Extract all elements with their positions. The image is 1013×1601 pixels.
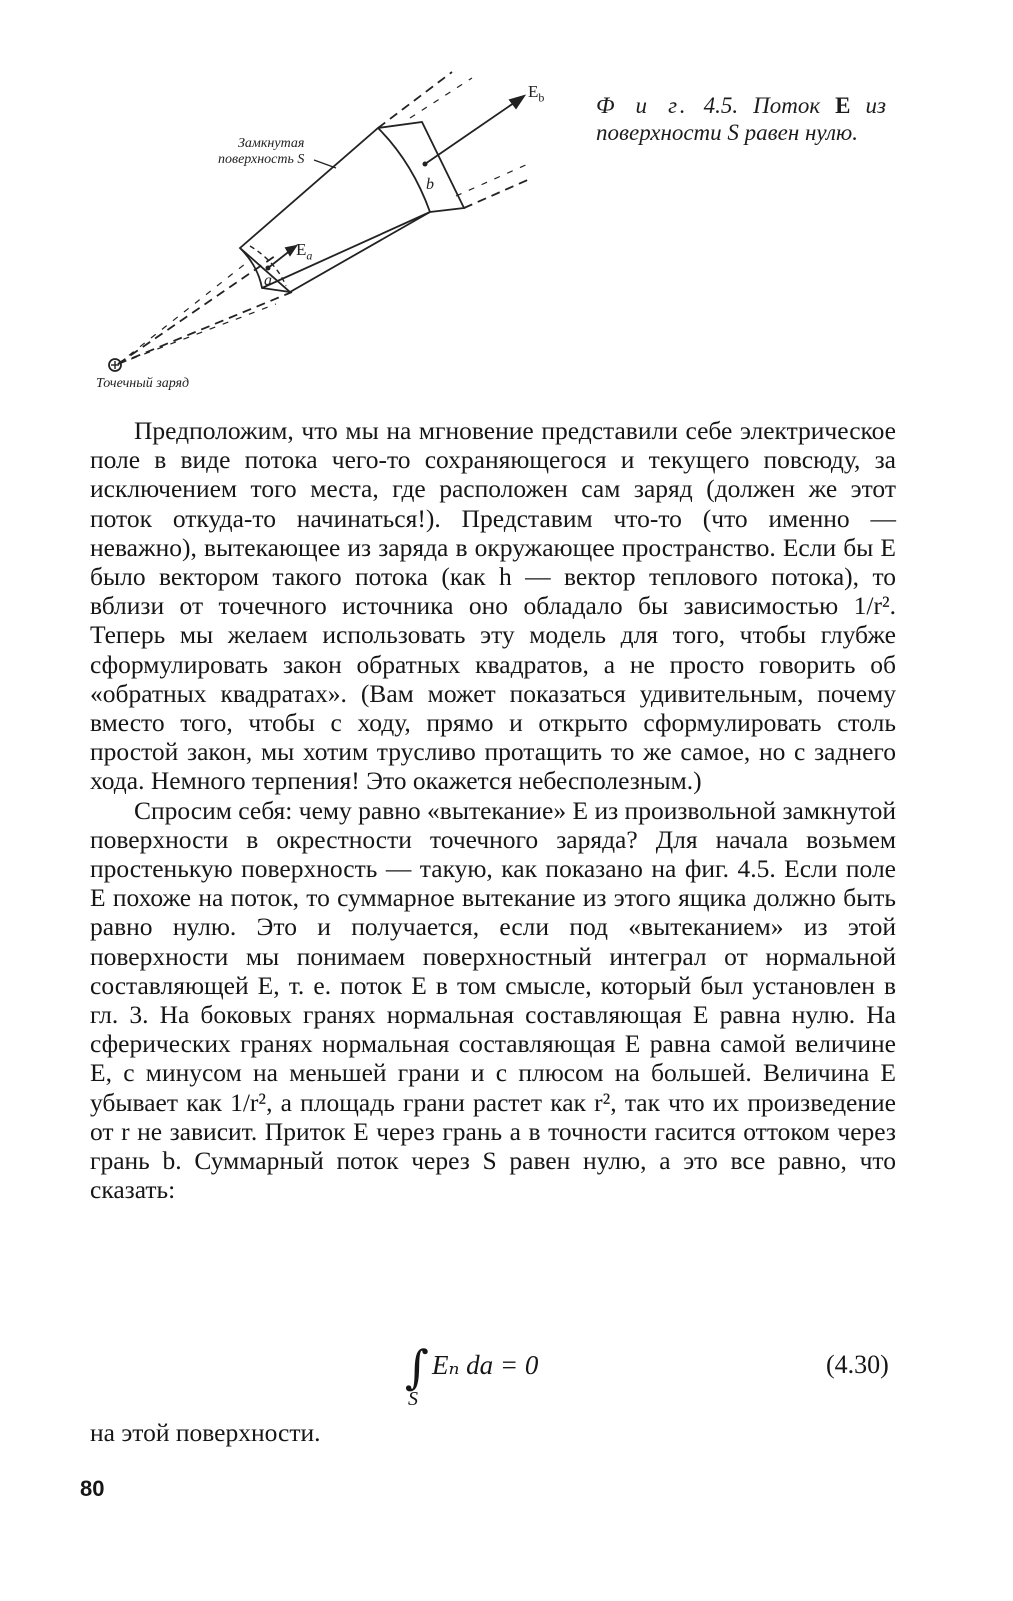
ray-beyond-lower-2	[456, 164, 528, 196]
page-number: 80	[80, 1476, 105, 1501]
main-text	[90, 416, 896, 1204]
face-b-label: b	[426, 176, 434, 193]
ea-label: $E_a$	[296, 240, 313, 263]
paragraph-2: Спросим себя: чему равно «вытекание» E из произвольной замкнутой поверхности в окрестности точечного заряда? Для начала возьмем простенькую поверхность — такую, как показано на фиг. 4.5. Если поле E похоже на поток, то суммарное вытекание из этого ящика должно быть равно нулю. Это и получается, если под «вытеканием» из этой поверхности мы понимаем поверхностный интеграл от нормальной составляющей E, т. е. поток E в том смысле, который был установлен в гл. 3. На боковых гранях нормальная составляющая E равна нулю. На сферических гранях нормальная составляющая E равна самой величине E, с минусом на меньшей грани и с плюсом на большей. Величина E убывает как 1/r², а площадь грани растет как r², так что их произведение от r не зависит. Приток E через грань a в точности гасится оттоком через грань b. Суммарный поток через S равен нулю, а это все равно, что сказать:	[90, 795, 896, 1205]
ray-lower-outer	[118, 304, 276, 364]
figure-caption	[596, 92, 886, 146]
ray-beyond-upper	[378, 72, 452, 128]
equation-4-30	[0, 1338, 1013, 1410]
paragraph-1: Предположим, что мы на мгновение представили себе электрическое поле в виде потока чего-то сохраняющегося и текущего повсюду, за исключением того места, где расположен сам заряд (должен же этот поток откуда-то начинаться!). Представим что-то (что именно — неважно), вытекающее из заряда в окружающее пространство. Если бы E было вектором такого потока (как h — вектор теплового потока), то вблизи от точечного источника оно обладало бы зависимостью 1/r². Теперь мы желаем использовать эту модель для того, чтобы глубже сформулировать закон обратных квадратов, а не просто говорить об «обратных квадратах». (Вам может показаться удивительным, почему вместо того, чтобы с ходу, прямо и открыто сформулировать столь простой закон, мы хотим трусливо протащить то же самое, но с заднего хода. Немного терпения! Это окажется небесполезным.)	[90, 416, 896, 796]
face-a-label: a	[264, 272, 272, 289]
eb-label: $E_b$	[528, 82, 545, 105]
ray-beyond-upper-2	[410, 78, 472, 118]
eb-arrow-line	[425, 96, 524, 164]
integral-body: Eₙ da = 0	[432, 1350, 539, 1380]
surface-leader-line	[314, 160, 336, 168]
caption-symbol-e: E	[835, 93, 851, 118]
flux-diagram	[100, 60, 580, 405]
point-charge-label: Точечный заряд	[96, 376, 190, 391]
figure-4-5	[96, 60, 580, 405]
ray-lower-inner	[118, 292, 292, 364]
surface-b-front-edge	[378, 128, 430, 212]
integral-sign: ∫	[405, 1340, 429, 1394]
integral-subscript: S	[408, 1388, 418, 1410]
caption-number: 4.5.	[703, 93, 739, 118]
surface-label	[218, 136, 304, 168]
ray-upper-outer	[118, 260, 250, 364]
caption-prefix: Ф и г.	[596, 93, 689, 118]
ray-upper-inner	[118, 254, 278, 364]
eb-arrow-head	[510, 96, 524, 108]
caption-text-2: из поверхности	[596, 93, 887, 145]
ray-beyond-lower	[464, 178, 532, 208]
after-equation-text: на этой поверхности.	[90, 1418, 321, 1447]
caption-text-3: равен нулю.	[744, 120, 859, 145]
caption-text-1: Поток	[753, 93, 821, 118]
surface-label-line1: Замкнутая	[238, 136, 305, 151]
caption-symbol-s: S	[727, 120, 739, 145]
equation-number: (4.30)	[826, 1350, 889, 1379]
surface-label-line2: поверхность S	[218, 152, 305, 167]
